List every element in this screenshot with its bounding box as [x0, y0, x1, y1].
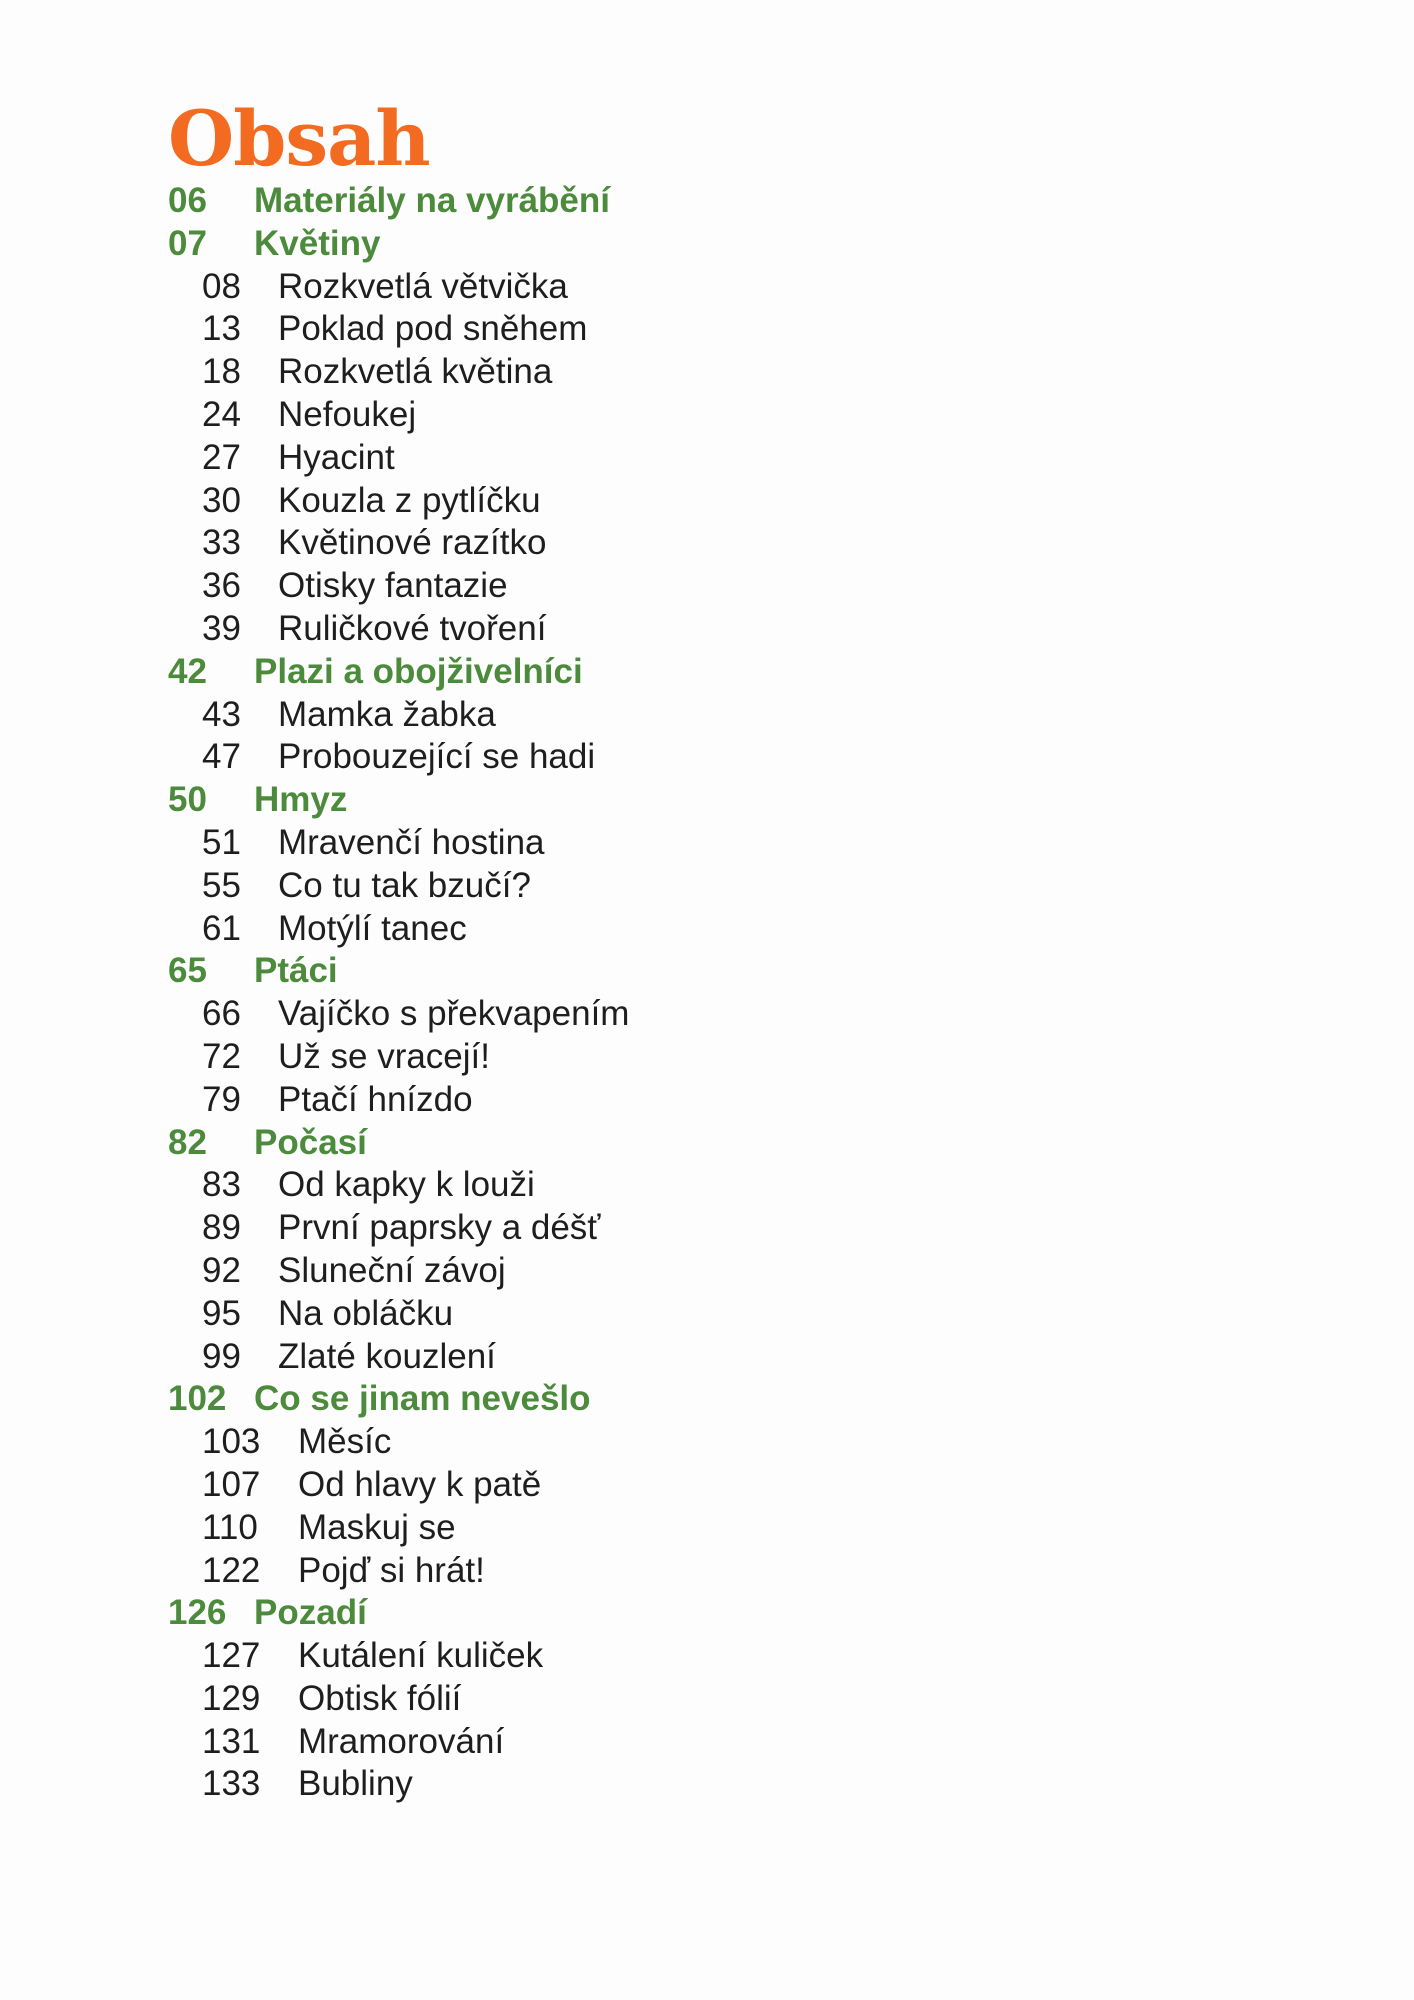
toc-item[interactable]	[168, 1550, 629, 1593]
item-title: Nefoukej	[278, 394, 417, 434]
section-title: Hmyz	[254, 780, 348, 820]
toc-section[interactable]	[168, 223, 629, 266]
section-title: Pozadí	[254, 1593, 367, 1633]
page-number: 51	[202, 822, 241, 862]
page-number: 30	[202, 480, 241, 520]
item-title: Hyacint	[278, 437, 395, 477]
toc-item[interactable]	[168, 908, 629, 951]
toc-entry-list	[168, 180, 629, 1806]
toc-item[interactable]	[168, 1164, 629, 1207]
item-title: Poklad pod sněhem	[278, 309, 588, 349]
toc-item[interactable]	[168, 993, 629, 1036]
toc-item[interactable]	[168, 522, 629, 565]
item-title: Rozkvetlá květina	[278, 352, 553, 392]
page-number: 92	[202, 1250, 241, 1290]
toc-item[interactable]	[168, 1250, 629, 1293]
page-number: 42	[168, 651, 207, 691]
toc-item[interactable]	[168, 608, 629, 651]
item-title: Motýlí tanec	[278, 908, 467, 948]
toc-item[interactable]	[168, 1207, 629, 1250]
page-number: 08	[202, 266, 241, 306]
item-title: Na obláčku	[278, 1293, 454, 1333]
page-number: 129	[202, 1678, 261, 1718]
item-title: Květinové razítko	[278, 523, 547, 563]
page-number: 72	[202, 1036, 241, 1076]
item-title: Ptačí hnízdo	[278, 1079, 473, 1119]
page-number: 50	[168, 780, 207, 820]
item-title: Co tu tak bzučí?	[278, 865, 531, 905]
toc-item[interactable]	[168, 1721, 629, 1764]
item-title: Sluneční závoj	[278, 1250, 506, 1290]
page-number: 102	[168, 1379, 227, 1419]
toc-item[interactable]	[168, 1678, 629, 1721]
item-title: Obtisk fólií	[298, 1678, 462, 1718]
toc-item[interactable]	[168, 822, 629, 865]
item-title: Mramorování	[298, 1721, 505, 1761]
page-number: 122	[202, 1550, 261, 1590]
section-title: Plazi a obojživelníci	[254, 651, 583, 691]
page-number: 33	[202, 523, 241, 563]
item-title: Zlaté kouzlení	[278, 1336, 496, 1376]
page-number: 110	[202, 1507, 258, 1547]
page-number: 82	[168, 1122, 207, 1162]
item-title: Ruličkové tvoření	[278, 608, 547, 648]
page-number: 95	[202, 1293, 241, 1333]
toc-section[interactable]	[168, 779, 629, 822]
page-number: 06	[168, 181, 207, 220]
page-number: 18	[202, 352, 241, 392]
toc-section[interactable]	[168, 180, 629, 223]
toc-section[interactable]	[168, 1122, 629, 1165]
toc-item[interactable]	[168, 437, 629, 480]
page-number: 65	[168, 951, 207, 991]
page-number: 55	[202, 865, 241, 905]
page-number: 133	[202, 1764, 261, 1804]
item-title: Měsíc	[298, 1422, 392, 1462]
item-title: Od hlavy k patě	[298, 1464, 542, 1504]
section-title: Ptáci	[254, 951, 338, 991]
page-number: 107	[202, 1464, 261, 1504]
page-number: 79	[202, 1079, 241, 1119]
page-number: 131	[202, 1721, 261, 1761]
item-title: Mravenčí hostina	[278, 822, 545, 862]
item-title: Mamka žabka	[278, 694, 496, 734]
toc-item[interactable]	[168, 308, 629, 351]
page-number: 47	[202, 737, 241, 777]
toc-item[interactable]	[168, 694, 629, 737]
item-title: Rozkvetlá větvička	[278, 266, 568, 306]
section-title: Co se jinam nevešlo	[254, 1379, 591, 1419]
item-title: Maskuj se	[298, 1507, 456, 1547]
toc-item[interactable]	[168, 1293, 629, 1336]
item-title: Kouzla z pytlíčku	[278, 480, 541, 520]
page-number: 103	[202, 1422, 261, 1462]
toc-item[interactable]	[168, 1464, 629, 1507]
section-title: Květiny	[254, 223, 381, 263]
item-title: Vajíčko s překvapením	[278, 994, 630, 1034]
item-title: Bubliny	[298, 1764, 413, 1804]
item-title: Probouzející se hadi	[278, 737, 596, 777]
page-number: 13	[202, 309, 241, 349]
page-number: 127	[202, 1636, 261, 1676]
page-number: 24	[202, 394, 241, 434]
page-number: 07	[168, 223, 207, 263]
item-title: Kutálení kuliček	[298, 1636, 544, 1676]
item-title: Už se vracejí!	[278, 1036, 490, 1076]
section-title: Materiály na vyrábění	[254, 181, 610, 220]
toc-item[interactable]	[168, 266, 629, 309]
page-number: 36	[202, 566, 241, 606]
toc-section[interactable]	[168, 1592, 629, 1635]
toc-item[interactable]	[168, 1079, 629, 1122]
toc-item[interactable]	[168, 1336, 629, 1379]
page-number: 43	[202, 694, 241, 734]
toc-item[interactable]	[168, 865, 629, 908]
toc-section[interactable]	[168, 651, 629, 694]
section-title: Počasí	[254, 1122, 367, 1162]
toc-section[interactable]	[168, 950, 629, 993]
page-number: 83	[202, 1165, 241, 1205]
toc-section[interactable]	[168, 1378, 629, 1421]
page-number: 61	[202, 908, 241, 948]
item-title: První paprsky a déšť	[278, 1208, 601, 1248]
page-number: 27	[202, 437, 241, 477]
toc-item[interactable]	[168, 1036, 629, 1079]
item-title: Od kapky k louži	[278, 1165, 535, 1205]
table-of-contents	[168, 94, 630, 1806]
toc-item[interactable]	[168, 351, 629, 394]
toc-item[interactable]	[168, 480, 629, 523]
toc-item[interactable]	[168, 394, 629, 437]
toc-item[interactable]	[168, 1421, 629, 1464]
item-title: Pojď si hrát!	[298, 1550, 485, 1590]
toc-item[interactable]	[168, 1763, 629, 1806]
page-title: Obsah	[168, 94, 430, 183]
page-number: 39	[202, 608, 241, 648]
item-title: Otisky fantazie	[278, 566, 508, 606]
page-number: 99	[202, 1336, 241, 1376]
toc-item[interactable]	[168, 565, 629, 608]
page-number: 66	[202, 994, 241, 1034]
page-number: 126	[168, 1593, 227, 1633]
page-number: 89	[202, 1208, 241, 1248]
toc-item[interactable]	[168, 1507, 629, 1550]
toc-item[interactable]	[168, 736, 629, 779]
toc-item[interactable]	[168, 1635, 629, 1678]
